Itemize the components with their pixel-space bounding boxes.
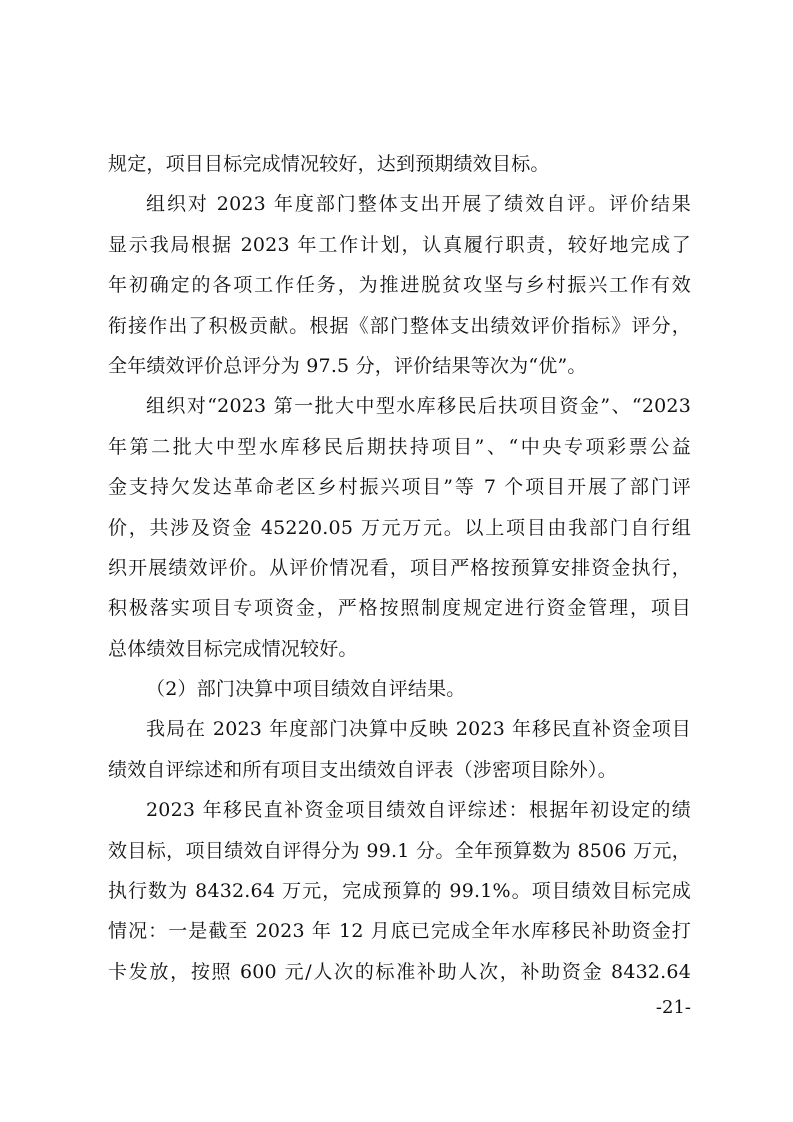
body-text [108, 144, 691, 992]
text-line: 全年绩效评价总评分为 97.5 分，评价结果等次为“优”。 [108, 354, 587, 377]
text-line: 年第二批大中型水库移民后期扶持项目”、“中央专项彩票公益 [108, 435, 691, 458]
text-line: （2）部门决算中项目绩效自评结果。 [146, 678, 466, 701]
text-line: 年初确定的各项工作任务，为推进脱贫攻坚与乡村振兴工作有效 [108, 274, 691, 297]
text-line: 效目标，项目绩效自评得分为 99.1 分。全年预算数为 8506 万元， [108, 839, 691, 862]
text-line: 总体绩效目标完成情况较好。 [108, 637, 358, 660]
text-line: 绩效自评综述和所有项目支出绩效自评表（涉密项目除外）。 [108, 758, 617, 781]
text-line: 组织对“2023 第一批大中型水库移民后扶项目资金”、“2023 [146, 395, 691, 418]
text-line: 金支持欠发达革命老区乡村振兴项目”等 7 个项目开展了部门评 [108, 476, 691, 499]
text-line: 衔接作出了积极贡献。根据《部门整体支出绩效评价指标》评分， [108, 314, 691, 337]
text-line: 2023 年移民直补资金项目绩效自评综述：根据年初设定的绩 [146, 799, 691, 822]
text-line: 织开展绩效评价。从评价情况看，项目严格按预算安排资金执行， [108, 556, 691, 579]
text-line: 我局在 2023 年度部门决算中反映 2023 年移民直补资金项目 [146, 718, 691, 741]
text-line: 积极落实项目专项资金，严格按照制度规定进行资金管理，项目 [108, 597, 691, 620]
text-line: 执行数为 8432.64 万元，完成预算的 99.1%。项目绩效目标完成 [108, 880, 691, 903]
text-line: 卡发放，按照 600 元/人次的标准补助人次，补助资金 8432.64 [108, 960, 691, 983]
text-line: 情况：一是截至 2023 年 12 月底已完成全年水库移民补助资金打 [108, 920, 691, 943]
text-line: 价，共涉及资金 45220.05 万元万元。以上项目由我部门自行组 [108, 516, 691, 539]
text-line: 显示我局根据 2023 年工作计划，认真履行职责，较好地完成了 [108, 233, 691, 256]
page-number: -21- [655, 997, 691, 1018]
text-line: 组织对 2023 年度部门整体支出开展了绩效自评。评价结果 [146, 193, 691, 216]
text-line: 规定，项目目标完成情况较好，达到预期绩效目标。 [108, 153, 550, 175]
